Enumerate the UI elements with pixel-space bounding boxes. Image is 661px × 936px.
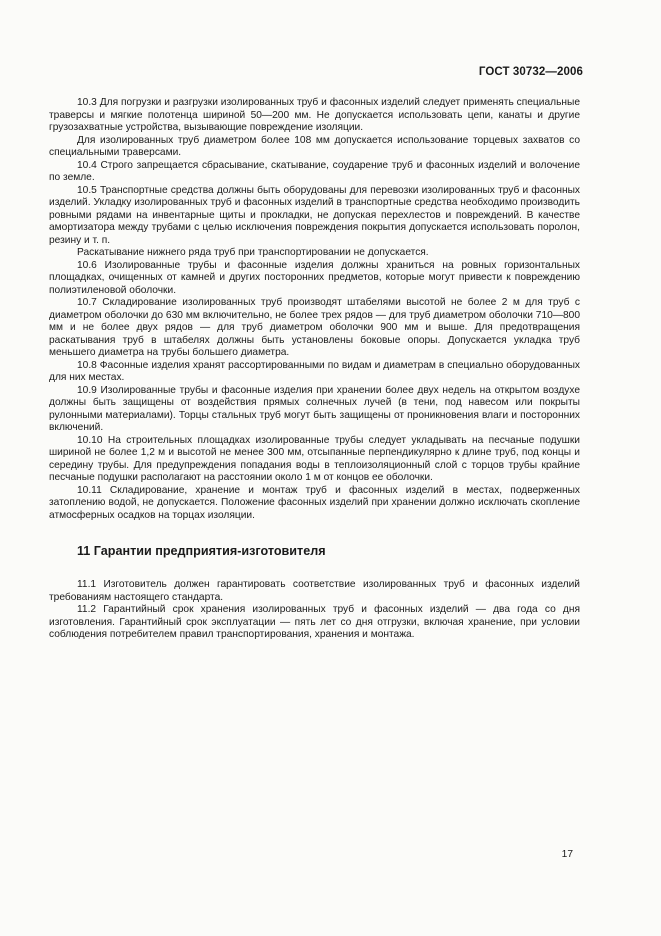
section-11 xyxy=(49,579,580,642)
paragraph-10-3: 10.3 Для погрузки и разгрузки изолированных труб и фасонных изделий следует применять специальные траверсы и мягкие полотенца шириной 50—200 мм. Не допускается использовать цепи, канаты и другие грузозахватные устройства, вызывающие повреждение изоляции. xyxy=(49,97,580,133)
paragraph-10-3-note: Для изолированных труб диаметром более 108 мм допускается использование торцевых захватов со специальными траверсами. xyxy=(49,134,580,158)
paragraph-10-10: 10.10 На строительных площадках изолированные трубы следует укладывать на песчаные подушки шириной не более 1,2 м и высотой не менее 300 мм, отсыпанные перпендикулярно к длине труб, под концы и середину трубы. Для предупреждения попадания воды в теплоизоляционный слой с торцов трубы крайние песчаные подушки располагают на расстоянии около 1 м от концов ее оболочки. xyxy=(49,434,580,483)
paragraph-10-11: 10.11 Складирование, хранение и монтаж труб и фасонных изделий в местах, подверженных затоплению водой, не допускается. Положение фасонных изделий при хранении должно исключать скопление атмосферных осадков на торцах изоляции. xyxy=(49,484,580,521)
paragraph-10-8: 10.8 Фасонные изделия хранят рассортированными по видам и диаметрам в специально оборудованных для них местах. xyxy=(49,359,580,383)
paragraph-10-7: 10.7 Складирование изолированных труб производят штабелями высотой не более 2 м для труб с диаметром оболочки до 630 мм включительно, не более трех рядов — для труб диаметром оболочки 710—800 мм и не более двух рядов — для труб диаметром оболочки 900 мм и выше. Для предотвращения раскатывания труб в штабелях должны быть установлены боковые опоры. Допускается укладка труб меньшего диаметра на трубы большего диаметра. xyxy=(49,297,580,358)
paragraph-11-2: 11.2 Гарантийный срок хранения изолированных труб и фасонных изделий — два года со дня изготовления. Гарантийный срок эксплуатации — пять лет со дня отгрузки, включая хранение, при условии соблюдения потребителем правил транспортирования, хранения и монтажа. xyxy=(49,604,580,640)
section-11-title: 11 Гарантии предприятия-изготовителя xyxy=(77,544,326,558)
document-body xyxy=(49,97,580,642)
document-header: ГОСТ 30732—2006 xyxy=(478,66,583,78)
paragraph-10-5-note: Раскатывание нижнего ряда труб при транспортировании не допускается. xyxy=(77,247,429,258)
paragraph-11-1: 11.1 Изготовитель должен гарантировать соответствие изолированных труб и фасонных изделий требованиям настоящего стандарта. xyxy=(49,579,580,603)
page-number: 17 xyxy=(561,849,573,860)
paragraph-10-9: 10.9 Изолированные трубы и фасонные изделия при хранении более двух недель на открытом воздухе должны быть защищены от воздействия прямых солнечных лучей (в тени, под навесом или покрыты рулонными материалами). Торцы стальных труб могут быть защищены от проникновения влаги и посторонних включений. xyxy=(49,384,580,433)
paragraph-10-5: 10.5 Транспортные средства должны быть оборудованы для перевозки изолированных труб и фасонных изделий. Укладку изолированных труб и фасонных изделий в транспортные средства необходимо производить ровными рядами на инвентарные щиты и прокладки, не допуская перехлестов и повреждений. В качестве амортизатора между трубами с целью исключения повреждения покрытия допускается использовать поролон, резину и т. п. xyxy=(49,184,580,246)
section-10 xyxy=(49,97,580,522)
paragraph-10-4: 10.4 Строго запрещается сбрасывание, скатывание, соударение труб и фасонных изделий и волочение по земле. xyxy=(49,159,580,183)
paragraph-10-6: 10.6 Изолированные трубы и фасонные изделия должны храниться на ровных горизонтальных площадках, очищенных от камней и других посторонних предметов, которые могут привести к повреждению полиэтиленовой оболочки. xyxy=(49,259,580,296)
